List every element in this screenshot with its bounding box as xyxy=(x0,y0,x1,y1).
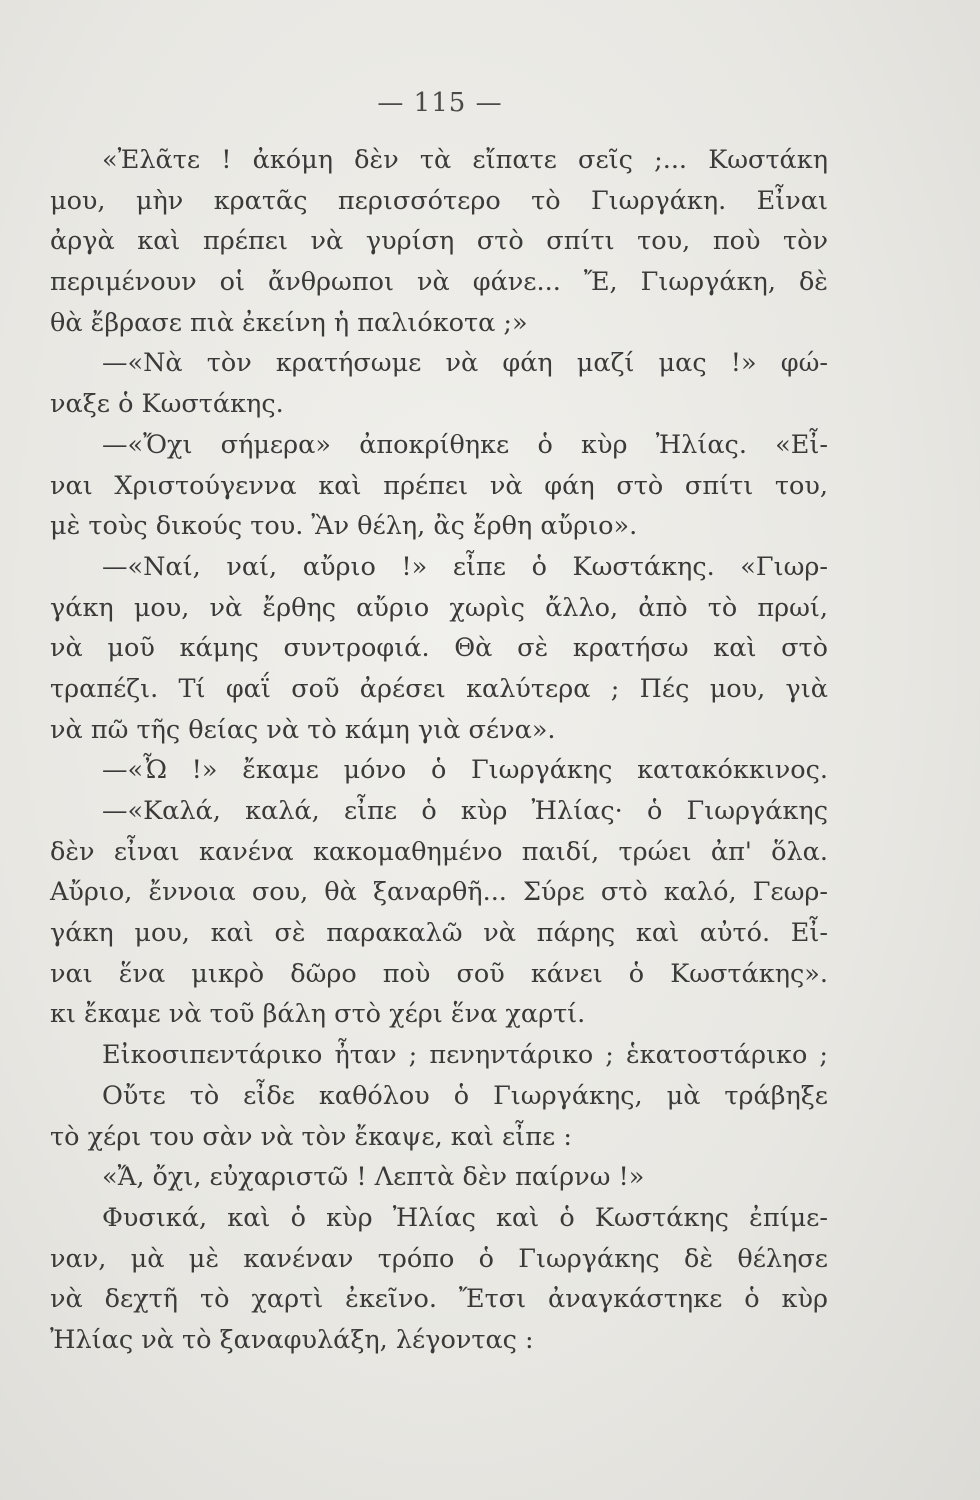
text-line: —«Ὦ !» ἔκαμε μόνο ὁ Γιωργάκης κατακόκκινος. xyxy=(102,755,828,786)
text-line: νὰ μοῦ κάμης συντροφιά. Θὰ σὲ κρατήσω καὶ στὸ xyxy=(50,633,828,664)
text-line: Εἰκοσιπεντάρικο ἦταν ; πενηντάρικο ; ἑκατοστάρικο ; xyxy=(102,1040,828,1071)
text-line: τραπέζι. Τί φαΐ σοῦ ἀρέσει καλύτερα ; Πές μου, γιὰ xyxy=(50,673,828,704)
text-line: «Ἐλᾶτε ! ἀκόμη δὲν τὰ εἴπατε σεῖς ;... Κωστάκη xyxy=(102,145,828,175)
text-line: νὰ πῶ τῆς θείας νὰ τὸ κάμη γιὰ σένα». xyxy=(50,714,556,745)
text-line: —«Ὄχι σήμερα» ἀποκρίθηκε ὁ κὺρ Ἠλίας. «Εἶ- xyxy=(102,429,828,460)
text-line: περιμένουν οἱ ἄνθρωποι νὰ φάνε... Ἔ, Γιωργάκη, δὲ xyxy=(50,267,828,298)
text-line: —«Νὰ τὸν κρατήσωμε νὰ φάη μαζί μας !» φώ- xyxy=(102,348,828,379)
text-line: ἀργὰ καὶ πρέπει νὰ γυρίση στὸ σπίτι του, ποὺ τὸν xyxy=(50,226,828,257)
text-line: Ἠλίας νὰ τὸ ξαναφυλάξη, λέγοντας : xyxy=(50,1324,534,1355)
text-line: Οὔτε τὸ εἶδε καθόλου ὁ Γιωργάκης, μὰ τράβηξε xyxy=(102,1080,828,1111)
text-line: θὰ ἔβρασε πιὰ ἐκείνη ἡ παλιόκοτα ;» xyxy=(50,307,528,338)
text-line: Αὔριο, ἔννοια σου, θὰ ξαναρθῆ... Σύρε στὸ καλό, Γεωρ- xyxy=(50,877,828,908)
page-text xyxy=(50,140,828,1361)
text-line: μὲ τοὺς δικούς του. Ἂν θέλη, ἂς ἔρθη αὔριο». xyxy=(50,511,638,542)
text-line: Φυσικά, καὶ ὁ κὺρ Ἠλίας καὶ ὁ Κωστάκης ἐπίμε- xyxy=(102,1202,828,1233)
text-line: γάκη μου, νὰ ἔρθης αὔριο χωρὶς ἄλλο, ἀπὸ τὸ πρωί, xyxy=(50,592,828,623)
page-number: — 115 — xyxy=(377,88,503,118)
text-line: ναν, μὰ μὲ κανέναν τρόπο ὁ Γιωργάκης δὲ θέλησε xyxy=(50,1243,828,1274)
text-line: —«Καλά, καλά, εἶπε ὁ κὺρ Ἠλίας· ὁ Γιωργάκης xyxy=(102,796,828,826)
text-line: ναι ἕνα μικρὸ δῶρο ποὺ σοῦ κάνει ὁ Κωστάκης». xyxy=(50,958,828,989)
text-line: δὲν εἶναι κανένα κακομαθημένο παιδί, τρώει ἀπ' ὅλα. xyxy=(50,836,828,867)
text-line: τὸ χέρι του σὰν νὰ τὸν ἔκαψε, καὶ εἶπε : xyxy=(50,1121,572,1152)
text-line: —«Ναί, ναί, αὔριο !» εἶπε ὁ Κωστάκης. «Γιωρ- xyxy=(102,551,828,582)
text-line: ναι Χριστούγεννα καὶ πρέπει νὰ φάη στὸ σπίτι του, xyxy=(50,470,828,501)
text-line: ναξε ὁ Κωστάκης. xyxy=(50,389,284,420)
text-line: «Ἄ, ὄχι, εὐχαριστῶ ! Λεπτὰ δὲν παίρνω !» xyxy=(102,1162,645,1193)
text-line: κι ἔκαμε νὰ τοῦ βάλη στὸ χέρι ἕνα χαρτί. xyxy=(50,999,586,1030)
text-line: μου, μὴν κρατᾶς περισσότερο τὸ Γιωργάκη. Εἶναι xyxy=(50,185,828,216)
text-line: νὰ δεχτῆ τὸ χαρτὶ ἐκεῖνο. Ἔτσι ἀναγκάστηκε ὁ κὺρ xyxy=(50,1284,828,1315)
text-line: γάκη μου, καὶ σὲ παρακαλῶ νὰ πάρης καὶ αὐτό. Εἶ- xyxy=(50,918,828,949)
